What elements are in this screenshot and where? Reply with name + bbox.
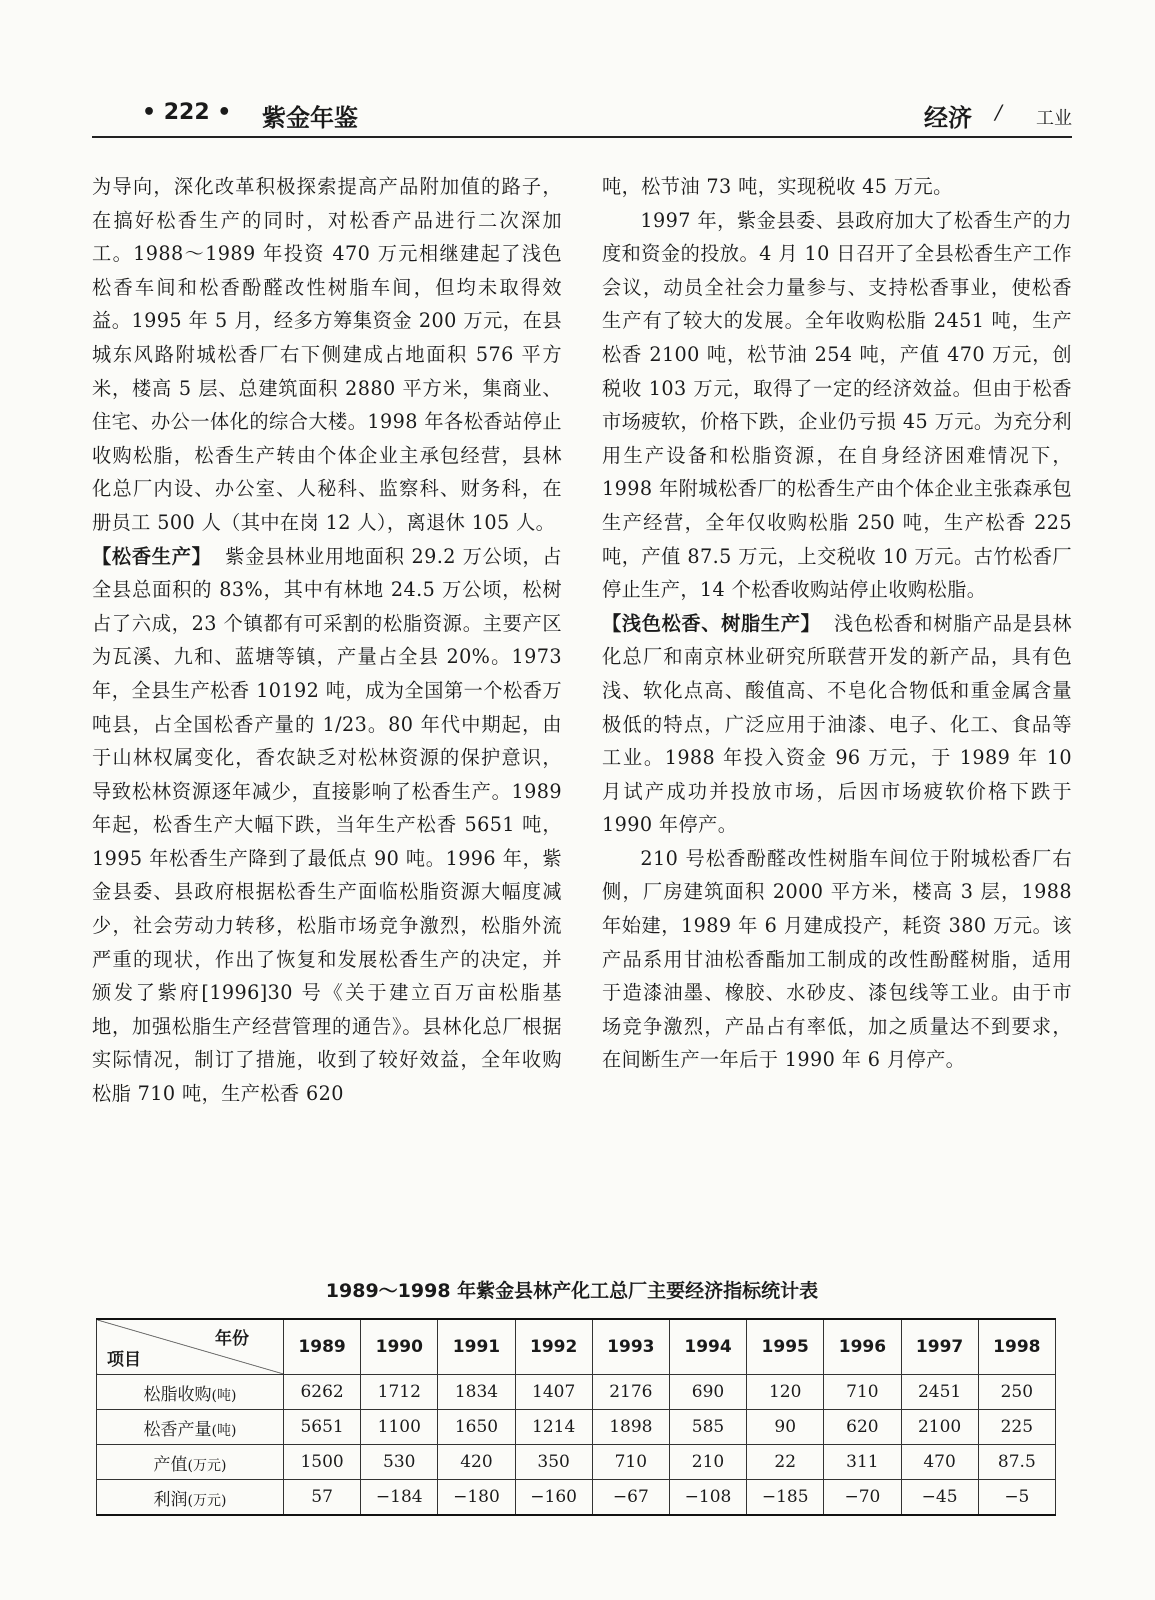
table-row (97, 1445, 1056, 1480)
table-cell: 6262 (284, 1375, 361, 1410)
table-cell: 225 (978, 1410, 1055, 1445)
header-separator: / (995, 100, 1002, 124)
table-cell: 1712 (361, 1375, 438, 1410)
table-cell: 350 (515, 1445, 592, 1480)
corner-year-label: 年份 (215, 1329, 249, 1349)
table-cell: 1214 (515, 1410, 592, 1445)
paragraph: 吨，松节油 73 吨，实现税收 45 万元。 (602, 175, 953, 198)
paragraph-body: 浅色松香和树脂产品是县林化总厂和南京林业研究所联营开发的新产品，具有色浅、软化点高、酸值高、不皂化合物低和重金属含量极低的特点，广泛应用于油漆、电子、化工、食品等工业。1988 年投入资金 96 万元，于 1989 年 10 月试产成功并投放市场，后因市场疲软价格下跌于 1990 年停产。 (602, 611, 1072, 837)
table-cell: 90 (747, 1410, 824, 1445)
row-label: 利润(万元) (97, 1480, 284, 1516)
page-header (92, 96, 1072, 138)
table-cell: 690 (669, 1375, 746, 1410)
table-cell: 710 (824, 1375, 901, 1410)
row-label: 产值(万元) (97, 1445, 284, 1480)
table-cell: 1898 (592, 1410, 669, 1445)
table-cell: 5651 (284, 1410, 361, 1445)
table-cell: −108 (669, 1480, 746, 1516)
table-cell: 1834 (438, 1375, 515, 1410)
table-cell: −180 (438, 1480, 515, 1516)
year-header: 1997 (901, 1319, 978, 1375)
economic-indicators-table (96, 1318, 1056, 1516)
table-header-row (97, 1319, 1056, 1375)
year-header: 1993 (592, 1319, 669, 1375)
year-header: 1995 (747, 1319, 824, 1375)
table-cell: 22 (747, 1445, 824, 1480)
table-cell: 210 (669, 1445, 746, 1480)
table-cell: 530 (361, 1445, 438, 1480)
table-cell: −185 (747, 1480, 824, 1516)
year-header: 1998 (978, 1319, 1055, 1375)
table-cell: 2176 (592, 1375, 669, 1410)
right-column (602, 170, 1072, 1077)
table-row (97, 1375, 1056, 1410)
table-cell: 620 (824, 1410, 901, 1445)
page-number: • 222 • (142, 100, 232, 125)
table-cell: −184 (361, 1480, 438, 1516)
paragraph-body: 紫金县林业用地面积 29.2 万公顷，占全县总面积的 83%，其中有林地 24.5 万公顷，松树占了六成，23 个镇都有可采割的松脂资源。主要产区为瓦溪、九和、蓝塘等镇，产量占全县 20%。1973 年，全县生产松香 10192 吨，成为全国第一个松香万吨县，占全国松香产量的 1/23。80 年代中期起，由于山林权属变化，香农缺乏对松林资源的保护意识，导致松林资源逐年减少，直接影响了松香生产。1989 年起，松香生产大幅下跌，当年生产松香 5651 吨，1995 年松香生产降到了最低点 90 吨。1996 年，紫金县委、县政府根据松香生产面临松脂资源大幅度减少，社会劳动力转移，松脂市场竞争激烈，松脂外流严重的现状，作出了恢复和发展松香生产的决定，并颁发了紫府[1996]30 号《关于建立百万亩松脂基地，加强松脂生产经营管理的通告》。县林化总厂根据实际情况，制订了措施，收到了较好效益，全年收购松脂 710 吨，生产松香 620 (92, 544, 562, 1106)
table-row (97, 1480, 1056, 1516)
table-cell: −5 (978, 1480, 1055, 1516)
table-cell: 1100 (361, 1410, 438, 1445)
section-title: 经济 (924, 104, 972, 132)
row-label: 松脂收购(吨) (97, 1375, 284, 1410)
table-cell: 420 (438, 1445, 515, 1480)
table-cell: 470 (901, 1445, 978, 1480)
table-cell: 2100 (901, 1410, 978, 1445)
table-cell: −70 (824, 1480, 901, 1516)
paragraph: 1997 年，紫金县委、县政府加大了松香生产的力度和资金的投放。4 月 10 日召开了全县松香生产工作会议，动员全社会力量参与、支持松香事业，使松香生产有了较大的发展。全年收购松脂 2451 吨，生产松香 2100 吨，松节油 254 吨，产值 470 万元，创税收 103 万元，取得了一定的经济效益。但由于松香市场疲软，价格下跌，企业仍亏损 45 万元。为充分利用生产设备和松脂资源，在自身经济困难情况下，1998 年附城松香厂的松香生产由个体企业主张森承包生产经营，全年仅收购松脂 250 吨，生产松香 225 吨，产值 87.5 万元，上交税收 10 万元。古竹松香厂停止生产，14 个松香收购站停止收购松脂。 (602, 208, 1072, 602)
year-header: 1994 (669, 1319, 746, 1375)
year-header: 1992 (515, 1319, 592, 1375)
year-header: 1996 (824, 1319, 901, 1375)
left-column (92, 170, 562, 1111)
section-heading: 【浅色松香、树脂生产】 (602, 611, 821, 635)
table-cell: 1500 (284, 1445, 361, 1480)
corner-item-label: 项目 (107, 1350, 141, 1370)
table-cell: 1407 (515, 1375, 592, 1410)
table-cell: 585 (669, 1410, 746, 1445)
table-row (97, 1410, 1056, 1445)
table-cell: 57 (284, 1480, 361, 1516)
section-heading: 【松香生产】 (92, 544, 212, 568)
table-corner-header (97, 1319, 284, 1375)
table-cell: 250 (978, 1375, 1055, 1410)
table-cell: 1650 (438, 1410, 515, 1445)
table-cell: 2451 (901, 1375, 978, 1410)
year-header: 1989 (284, 1319, 361, 1375)
book-title: 紫金年鉴 (262, 104, 358, 132)
paragraph: 为导向，深化改革积极探索提高产品附加值的路子，在搞好松香生产的同时，对松香产品进行二次深加工。1988～1989 年投资 470 万元相继建起了浅色松香车间和松香酚醛改性树脂车间，但均未取得效益。1995 年 5 月，经多方筹集资金 200 万元，在县城东风路附城松香厂右下侧建成占地面积 576 平方米，楼高 5 层、总建筑面积 2880 平方米，集商业、住宅、办公一体化的综合大楼。1998 年各松香站停止收购松脂，松香生产转由个体企业主承包经营，县林化总厂内设、办公室、人秘科、监察科、财务科，在册员工 500 人（其中在岗 12 人），离退休 105 人。 (92, 175, 562, 534)
table-cell: 710 (592, 1445, 669, 1480)
year-header: 1991 (438, 1319, 515, 1375)
subsection-title: 工业 (1036, 108, 1072, 129)
table-cell: −45 (901, 1480, 978, 1516)
year-header: 1990 (361, 1319, 438, 1375)
paragraph-rosin-production (92, 540, 562, 1111)
paragraph: 210 号松香酚醛改性树脂车间位于附城松香厂右侧，厂房建筑面积 2000 平方米，楼高 3 层，1988 年始建，1989 年 6 月建成投产，耗资 380 万元。该产品系用甘油松香酯加工制成的改性酚醛树脂，适用于造漆油墨、橡胶、水砂皮、漆包线等工业。由于市场竞争激烈，产品占有率低，加之质量达不到要求，在间断生产一年后于 1990 年 6 月停产。 (602, 846, 1072, 1072)
row-label: 松香产量(吨) (97, 1410, 284, 1445)
table-cell: 311 (824, 1445, 901, 1480)
paragraph-light-rosin (602, 607, 1072, 842)
table-cell: −160 (515, 1480, 592, 1516)
table-title: 1989～1998 年紫金县林产化工总厂主要经济指标统计表 (325, 1280, 819, 1302)
table-cell: 87.5 (978, 1445, 1055, 1480)
table-cell: −67 (592, 1480, 669, 1516)
table-cell: 120 (747, 1375, 824, 1410)
